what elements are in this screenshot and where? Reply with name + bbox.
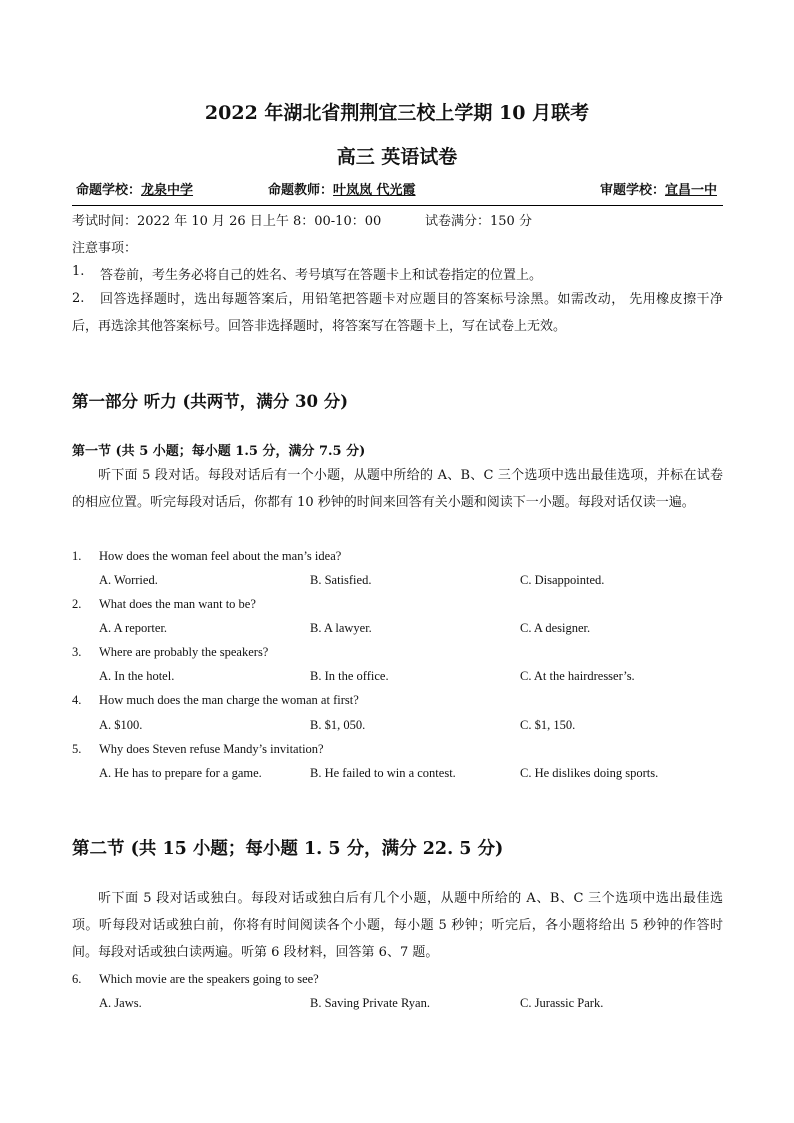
setter-school-label: 命题学校：: [76, 183, 142, 198]
option-a: A. In the hotel.: [99, 669, 175, 683]
review-school: [600, 179, 717, 198]
part1-heading: 第一部分 听力 (共两节，满分 30 分): [72, 392, 349, 411]
question-stem: How does the woman feel about the man’s idea?: [99, 549, 342, 563]
question-number: 1.: [72, 549, 82, 563]
notes-title: 注意事项：: [72, 241, 138, 256]
section1-heading: 第一节 (共 5 小题；每小题 1.5 分，满分 7.5 分): [72, 444, 366, 459]
option-c: C. Disappointed.: [520, 573, 605, 587]
question-stem: Where are probably the speakers?: [99, 645, 269, 659]
setter-school-value: 龙泉中学: [141, 183, 194, 198]
setter-teachers-label: 命题教师：: [268, 183, 334, 198]
option-a: A. A reporter.: [99, 621, 168, 635]
note-text-1: 答卷前，考生务必将自己的姓名、考号填写在答题卡上和试卷指定的位置上。: [100, 268, 543, 283]
option-b: B. $1, 050.: [310, 718, 366, 732]
option-b: B. A lawyer.: [310, 621, 372, 635]
option-c: C. He dislikes doing sports.: [520, 766, 659, 780]
question-stem: Which movie are the speakers going to see?: [99, 972, 319, 986]
option-c: C. At the hairdresser’s.: [520, 669, 635, 683]
option-a: A. Worried.: [99, 573, 158, 587]
setter-teachers: [268, 179, 416, 198]
option-c: C. Jurassic Park.: [520, 996, 604, 1010]
exam-time: 考试时间：2022 年 10 月 26 日上午 8：00-10：00: [72, 214, 382, 229]
question-number: 5.: [72, 742, 82, 756]
review-school-value: 宜昌一中: [664, 183, 717, 198]
option-b: B. Satisfied.: [310, 573, 372, 587]
question-number: 3.: [72, 645, 82, 659]
section1-instructions: 听下面 5 段对话。每段对话后有一个小题，从题中所给的 A、B、C 三个选项中选出最佳选项，并标在试卷的相应位置。听完每段对话后，你都有 10 秒钟的时间来回答有关小题和阅读下一小题。每段对话仅读一遍。: [72, 468, 723, 510]
question-stem: How much does the man charge the woman at first?: [99, 693, 359, 707]
review-school-label: 审题学校：: [599, 183, 665, 198]
exam-title: 2022 年湖北省荆荆宜三校上学期 10 月联考: [204, 102, 590, 124]
option-a: A. Jaws.: [99, 996, 142, 1010]
note-number-2: 2.: [72, 291, 85, 306]
section2-instructions: 听下面 5 段对话或独白。每段对话或独白后有几个小题，从题中所给的 A、B、C 三个选项中选出最佳选项。听每段对话或独白前，你将有时间阅读各个小题，每小题 5 秒钟；听完后，各小题将给出 5 秒钟的作答时间。每段对话或独白读两遍。听第 6 段材料，回答第 6、7 题。: [72, 891, 723, 960]
option-c: C. A designer.: [520, 621, 591, 635]
option-b: B. Saving Private Ryan.: [310, 996, 430, 1010]
question-number: 2.: [72, 597, 82, 611]
setter-teachers-value: 叶岚岚 代光霞: [333, 183, 416, 198]
option-a: A. $100.: [99, 718, 143, 732]
option-b: B. In the office.: [310, 669, 389, 683]
header-divider: [72, 205, 723, 206]
section2-heading: 第二节 (共 15 小题；每小题 1. 5 分，满分 22. 5 分): [72, 839, 504, 859]
note-text-2: 回答选择题时，选出每题答案后，用铅笔把答题卡对应题目的答案标号涂黑。如需改动， 先用橡皮擦干净后，再选涂其他答案标号。回答非选择题时，将答案写在答题卡上，写在试卷上无效。: [72, 292, 723, 334]
question-number: 6.: [72, 972, 82, 986]
exam-subtitle: 高三 英语试卷: [336, 146, 458, 168]
option-c: C. $1, 150.: [520, 718, 576, 732]
question-number: 4.: [72, 693, 82, 707]
full-score: 试卷满分：150 分: [425, 214, 532, 229]
question-stem: What does the man want to be?: [99, 597, 256, 611]
question-stem: Why does Steven refuse Mandy’s invitation?: [99, 742, 324, 756]
option-b: B. He failed to win a contest.: [310, 766, 456, 780]
note-number-1: 1.: [72, 264, 85, 279]
option-a: A. He has to prepare for a game.: [99, 766, 262, 780]
setter-school: [76, 179, 193, 198]
